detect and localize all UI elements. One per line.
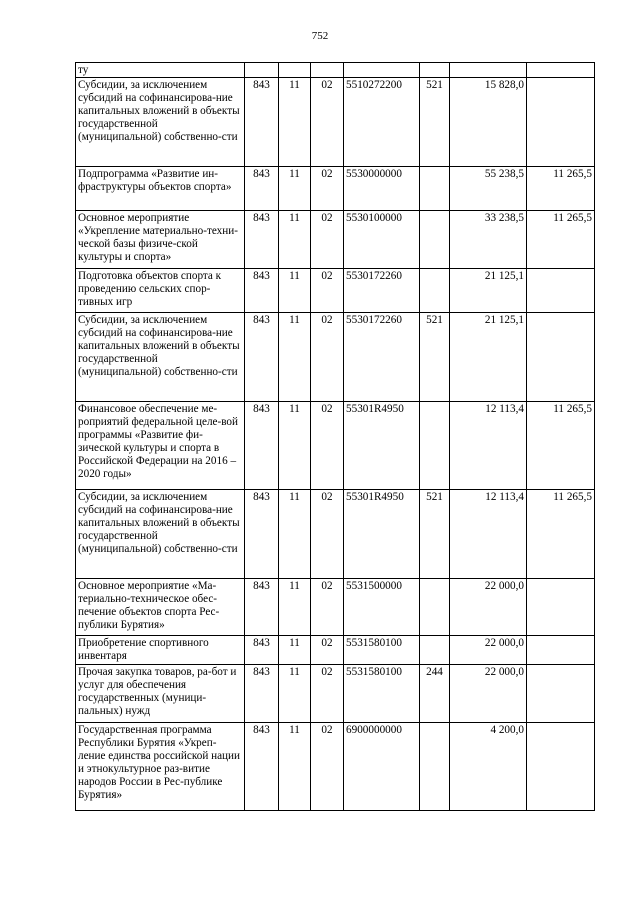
expense-type-cell <box>420 723 450 811</box>
federal-amount-cell: 11 265,5 <box>527 167 595 211</box>
federal-amount-cell <box>527 665 595 723</box>
subsection-code-cell: 02 <box>311 636 344 665</box>
expense-type-cell: 244 <box>420 665 450 723</box>
ministry-code-cell: 843 <box>245 78 279 167</box>
subsection-code-cell: 02 <box>311 665 344 723</box>
row-name-cell: Субсидии, за исключением субсидий на софинансирова-ние капитальных вложений в объекты государственной (муниципальной) собственно-сти <box>76 78 245 167</box>
ministry-code-cell: 843 <box>245 313 279 402</box>
ministry-code-cell: 843 <box>245 211 279 269</box>
amount-cell: 22 000,0 <box>450 665 527 723</box>
table-row <box>76 313 595 402</box>
expense-type-cell <box>420 269 450 313</box>
federal-amount-cell <box>527 636 595 665</box>
expense-type-cell <box>420 402 450 490</box>
row-name-cell: Подпрограмма «Развитие ин-фраструктуры объектов спорта» <box>76 167 245 211</box>
subsection-code-cell: 02 <box>311 402 344 490</box>
page-number: 752 <box>311 30 329 42</box>
expense-type-cell <box>420 211 450 269</box>
target-article-cell: 55301R4950 <box>344 490 420 579</box>
federal-amount-cell: 11 265,5 <box>527 490 595 579</box>
ministry-code-cell: 843 <box>245 665 279 723</box>
section-code-cell: 11 <box>279 78 311 167</box>
table-row <box>76 402 595 490</box>
ministry-code-cell: 843 <box>245 636 279 665</box>
subsection-code-cell: 02 <box>311 313 344 402</box>
amount-cell: 12 113,4 <box>450 490 527 579</box>
amount-cell <box>450 63 527 78</box>
target-article-cell: 6900000000 <box>344 723 420 811</box>
row-name-cell: Государственная программа Республики Бурятия «Укреп-ление единства российской нации и этнокультурное раз-витие народов России в Рес-публике Бурятия» <box>76 723 245 811</box>
target-article-cell: 5530100000 <box>344 211 420 269</box>
amount-cell: 4 200,0 <box>450 723 527 811</box>
amount-cell: 33 238,5 <box>450 211 527 269</box>
ministry-code-cell: 843 <box>245 269 279 313</box>
ministry-code-cell: 843 <box>245 579 279 636</box>
federal-amount-cell: 11 265,5 <box>527 402 595 490</box>
section-code-cell <box>279 63 311 78</box>
target-article-cell: 5530172260 <box>344 269 420 313</box>
subsection-code-cell: 02 <box>311 78 344 167</box>
subsection-code-cell: 02 <box>311 211 344 269</box>
section-code-cell: 11 <box>279 402 311 490</box>
target-article-cell: 5530172260 <box>344 313 420 402</box>
section-code-cell: 11 <box>279 636 311 665</box>
section-code-cell: 11 <box>279 313 311 402</box>
target-article-cell: 5530000000 <box>344 167 420 211</box>
target-article-cell: 5510272200 <box>344 78 420 167</box>
target-article-cell: 55301R4950 <box>344 402 420 490</box>
expense-type-cell <box>420 636 450 665</box>
ministry-code-cell: 843 <box>245 167 279 211</box>
section-code-cell: 11 <box>279 269 311 313</box>
table-row <box>76 490 595 579</box>
federal-amount-cell: 11 265,5 <box>527 211 595 269</box>
table-row <box>76 211 595 269</box>
federal-amount-cell <box>527 269 595 313</box>
row-name-cell: Субсидии, за исключением субсидий на софинансирова-ние капитальных вложений в объекты государственной (муниципальной) собственно-сти <box>76 490 245 579</box>
section-code-cell: 11 <box>279 579 311 636</box>
expense-type-cell <box>420 579 450 636</box>
section-code-cell: 11 <box>279 211 311 269</box>
amount-cell: 21 125,1 <box>450 269 527 313</box>
section-code-cell: 11 <box>279 490 311 579</box>
section-code-cell: 11 <box>279 665 311 723</box>
row-name-cell: Приобретение спортивного инвентаря <box>76 636 245 665</box>
ministry-code-cell <box>245 63 279 78</box>
ministry-code-cell: 843 <box>245 723 279 811</box>
expense-type-cell: 521 <box>420 78 450 167</box>
expense-type-cell <box>420 63 450 78</box>
amount-cell: 21 125,1 <box>450 313 527 402</box>
federal-amount-cell <box>527 579 595 636</box>
federal-amount-cell <box>527 63 595 78</box>
budget-table <box>75 62 595 811</box>
subsection-code-cell <box>311 63 344 78</box>
table-row <box>76 723 595 811</box>
table-row <box>76 665 595 723</box>
row-name-cell: Субсидии, за исключением субсидий на софинансирова-ние капитальных вложений в объекты государственной (муниципальной) собственно-сти <box>76 313 245 402</box>
amount-cell: 55 238,5 <box>450 167 527 211</box>
expense-type-cell: 521 <box>420 313 450 402</box>
table-row <box>76 269 595 313</box>
ministry-code-cell: 843 <box>245 490 279 579</box>
subsection-code-cell: 02 <box>311 579 344 636</box>
target-article-cell: 5531580100 <box>344 636 420 665</box>
ministry-code-cell: 843 <box>245 402 279 490</box>
amount-cell: 22 000,0 <box>450 579 527 636</box>
amount-cell: 22 000,0 <box>450 636 527 665</box>
row-name-cell: Основное мероприятие «Ма-териально-техническое обес-печение объектов спорта Рес-публики Бурятия» <box>76 579 245 636</box>
federal-amount-cell <box>527 313 595 402</box>
table-row <box>76 579 595 636</box>
row-name-cell: Основное мероприятие «Укрепление материально-техни-ческой базы физиче-ской культуры и спорта» <box>76 211 245 269</box>
target-article-cell <box>344 63 420 78</box>
section-code-cell: 11 <box>279 167 311 211</box>
table-row <box>76 78 595 167</box>
target-article-cell: 5531580100 <box>344 665 420 723</box>
amount-cell: 15 828,0 <box>450 78 527 167</box>
subsection-code-cell: 02 <box>311 723 344 811</box>
subsection-code-cell: 02 <box>311 490 344 579</box>
table-row <box>76 167 595 211</box>
target-article-cell: 5531500000 <box>344 579 420 636</box>
expense-type-cell <box>420 167 450 211</box>
amount-cell: 12 113,4 <box>450 402 527 490</box>
section-code-cell: 11 <box>279 723 311 811</box>
row-name-cell: Подготовка объектов спорта к проведению сельских спор-тивных игр <box>76 269 245 313</box>
row-name-cell: Финансовое обеспечение ме-роприятий федеральной целе-вой программы «Развитие фи-зической культуры и спорта в Российской Федерации на 2016 – 2020 годы» <box>76 402 245 490</box>
row-name-cell: Прочая закупка товаров, ра-бот и услуг для обеспечения государственных (муници-пальных) нужд <box>76 665 245 723</box>
expense-type-cell: 521 <box>420 490 450 579</box>
row-name-cell: ту <box>76 63 245 78</box>
federal-amount-cell <box>527 78 595 167</box>
subsection-code-cell: 02 <box>311 167 344 211</box>
federal-amount-cell <box>527 723 595 811</box>
subsection-code-cell: 02 <box>311 269 344 313</box>
table-row <box>76 63 595 78</box>
table-row <box>76 636 595 665</box>
